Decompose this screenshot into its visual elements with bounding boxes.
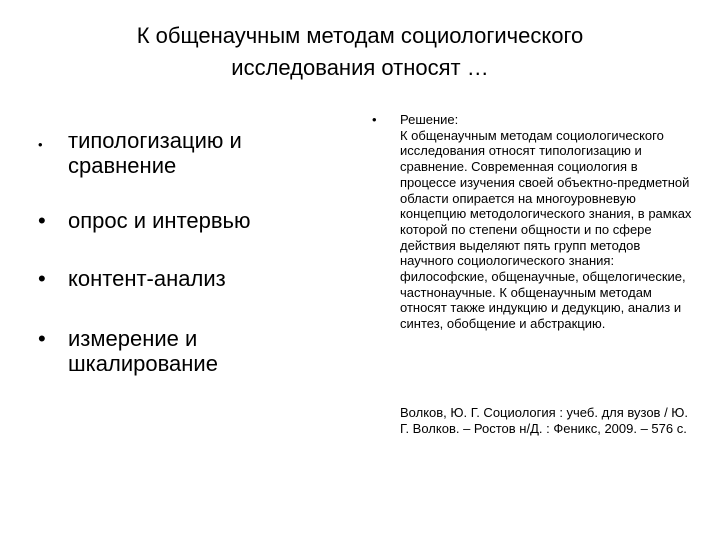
title-line-1: К общенаучным методам социологического: [136, 23, 584, 48]
option-text: измерение и шкалирование: [68, 326, 218, 376]
option-text: контент-анализ: [68, 266, 226, 291]
option-item: [38, 128, 328, 178]
bibliographic-reference: Волков, Ю. Г. Социология : учеб. для вузов / Ю. Г. Волков. – Ростов н/Д. : Феникс, 2009. – 576 с.: [400, 405, 689, 436]
option-text: опрос и интервью: [68, 208, 251, 233]
option-text: типологизацию и сравнение: [68, 128, 242, 178]
bullet-icon: •: [372, 112, 377, 127]
bullet-icon: •: [38, 208, 46, 233]
bullet-icon: •: [38, 326, 46, 351]
title-line-2: исследования относят …: [231, 55, 489, 80]
solution-block: [400, 112, 692, 332]
solution-text: К общенаучным методам социологического исследования относят типологизацию и сравнение. Современная социология в процессе изучения своей объектно-предметной области опирается на многоуровневую концепцию методологического знания, в рамках которой по степени общности и по сфере действия выделяют пять групп методов научного социологического знания: философские, общенаучные, общелогические, частнонаучные. К общенаучным методам относят также индукцию и дедукцию, анализ и синтез, обобщение и абстракцию.: [400, 127, 692, 332]
option-item: [38, 208, 328, 233]
solution-heading: Решение:: [400, 112, 459, 127]
slide-title: [60, 20, 660, 84]
option-item: [38, 326, 328, 376]
bullet-icon: •: [38, 266, 46, 291]
option-item: [38, 266, 328, 291]
bullet-icon: •: [38, 137, 43, 152]
